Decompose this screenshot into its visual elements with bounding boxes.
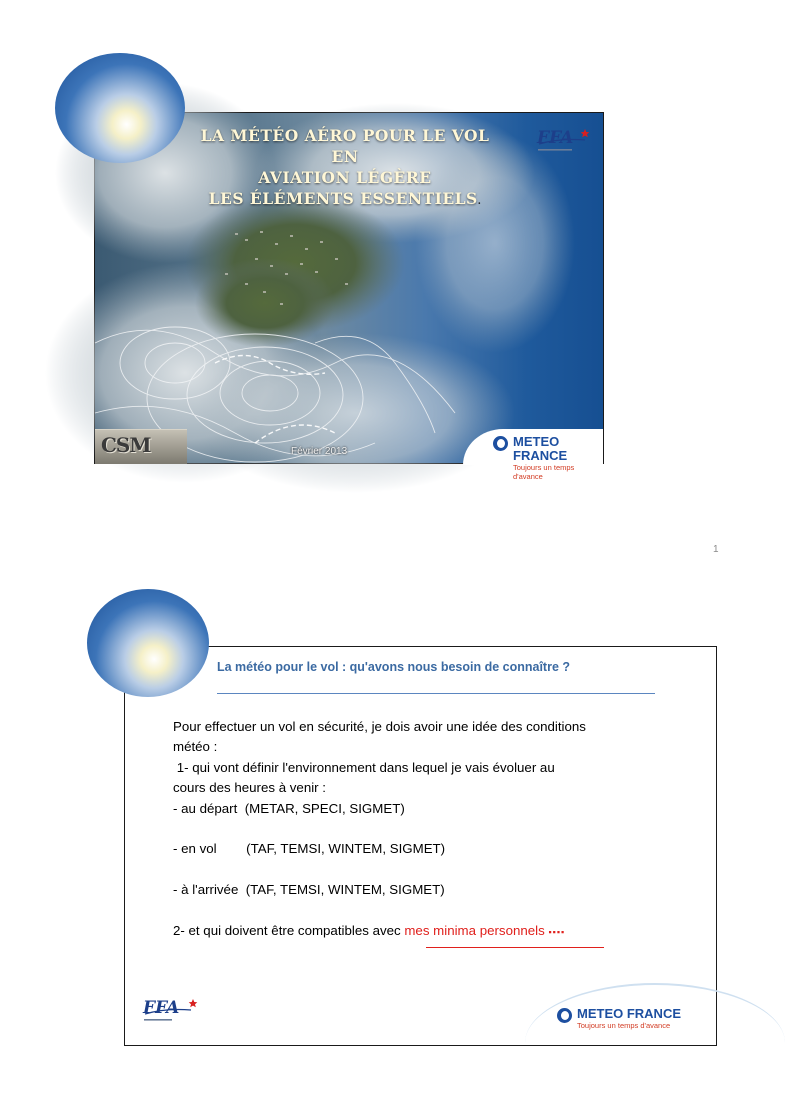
slide-date: Février 2013	[291, 446, 348, 457]
body-line: - au départ (METAR, SPECI, SIGMET)	[173, 800, 405, 816]
footer-swoosh	[525, 983, 785, 1103]
csm-logo	[95, 429, 187, 464]
title-period: .	[477, 197, 482, 207]
ffa-logo	[533, 121, 593, 161]
slide-title	[185, 125, 505, 213]
meteo-france-icon	[557, 1008, 572, 1023]
content-slide	[124, 646, 717, 1046]
minima-highlight: mes minima personnels	[404, 922, 545, 938]
slide-body	[173, 717, 693, 941]
ffa-logo	[139, 993, 209, 1027]
title-line-2: AVIATION LÉGÈRE	[258, 168, 432, 187]
body-line: - en vol (TAF, TEMSI, WINTEM, SIGMET)	[173, 841, 446, 857]
title-line-1: LA MÉTÉO AÉRO POUR LE VOL EN	[200, 126, 490, 166]
meteo-france-icon	[493, 436, 508, 451]
slide-heading: La météo pour le vol : qu'avons nous besoin de connaître ?	[217, 660, 571, 674]
dash-marks: ▪▪▪▪	[548, 926, 566, 937]
csm-logo-text: CSM	[101, 433, 151, 457]
body-line: 1- qui vont définir l'environnement dans lequel je vais évoluer au	[173, 759, 555, 775]
minima-underline	[426, 947, 604, 948]
ffa-logo-text: FFA	[537, 128, 574, 148]
body-line	[173, 819, 693, 839]
meteo-france-tagline: Toujours un temps d'avance	[513, 463, 575, 481]
body-line: Pour effectuer un vol en sécurité, je dois avoir une idée des conditions	[173, 719, 586, 734]
body-line: cours des heures à venir :	[173, 780, 326, 796]
meteo-france-logo	[493, 435, 603, 481]
title-slide	[94, 112, 604, 481]
heading-divider	[217, 693, 655, 694]
body-line	[173, 860, 693, 880]
corner-sun-graphic	[55, 53, 185, 163]
body-line-last	[173, 921, 693, 941]
meteo-france-logo	[557, 1007, 681, 1030]
title-line-3: LES ÉLÉMENTS ESSENTIELS	[208, 189, 478, 208]
ffa-logo-text: FFA	[143, 998, 180, 1018]
corner-sun-graphic	[87, 589, 209, 697]
meteo-france-badge	[463, 429, 603, 481]
body-line: - à l'arrivée (TAF, TEMSI, WINTEM, SIGMET)	[173, 882, 445, 898]
meteo-france-name: METEO FRANCE	[577, 1006, 681, 1021]
page-number: 1	[713, 544, 719, 555]
body-line: météo :	[173, 739, 218, 755]
body-line	[173, 901, 693, 921]
meteo-france-name: METEO FRANCE	[513, 434, 568, 463]
last-line-prefix: 2- et qui doivent être compatibles avec	[173, 922, 405, 938]
meteo-france-tagline: Toujours un temps d'avance	[577, 1021, 671, 1030]
